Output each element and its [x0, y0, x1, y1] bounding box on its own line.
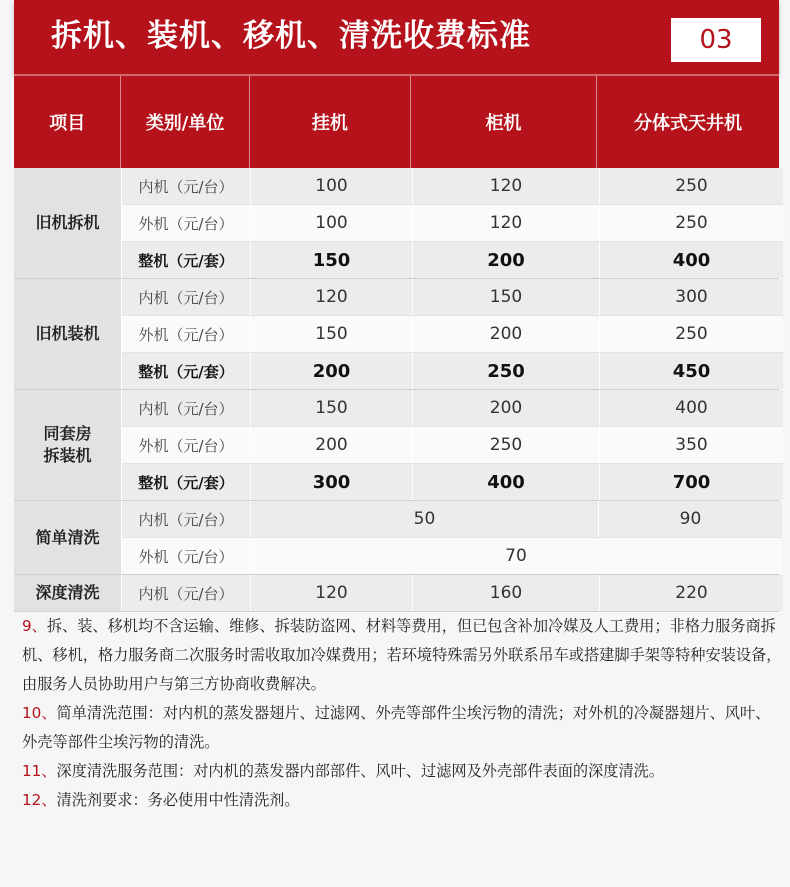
group-label-line: 拆装机	[43, 446, 92, 465]
price-cell: 120	[251, 279, 413, 315]
notes-section	[22, 612, 782, 815]
price-cell: 300	[675, 287, 708, 307]
price-cell-merged: 50	[251, 501, 599, 537]
note-number: 12、	[22, 791, 57, 809]
note-text: 清洗剂要求：务必使用中性清洗剂。	[56, 791, 300, 809]
table-row	[122, 427, 783, 464]
col-header-item: 项目	[14, 76, 121, 168]
unit-cell: 外机（元/台）	[122, 538, 251, 574]
price-cell: 150	[251, 242, 413, 278]
price-cell: 120	[251, 575, 413, 611]
note-item	[22, 612, 782, 699]
table-row	[122, 464, 783, 500]
group-label: 旧机拆机	[14, 168, 122, 278]
group-same-house-move	[14, 390, 779, 501]
table-row	[122, 279, 783, 316]
unit-cell: 外机（元/台）	[122, 316, 251, 352]
table-row	[122, 242, 783, 278]
note-number: 9、	[22, 617, 47, 635]
price-cell: 450	[672, 360, 711, 382]
price-cell: 100	[251, 168, 413, 204]
group-label: 旧机装机	[14, 279, 122, 389]
price-cell: 400	[672, 249, 711, 271]
price-cell: 100	[251, 205, 413, 241]
note-text: 拆、装、移机均不含运输、维修、拆装防盗网、材料等费用，但已包含补加冷媒及人工费用；非格力服务商拆机、移机，格力服务商二次服务时需收取加冷媒费用；若环境特殊需另外联系吊车或搭建脚手架等特种安装设备，由服务人员协助用户与第三方协商收费解决。	[22, 617, 782, 693]
price-cell: 400	[675, 398, 708, 418]
price-cell-merged: 70	[505, 546, 527, 566]
note-text: 深度清洗服务范围：对内机的蒸发器内部部件、风叶、过滤网及外壳部件表面的深度清洗。	[56, 762, 665, 780]
unit-cell: 内机（元/台）	[122, 575, 251, 611]
unit-cell: 整机（元/套）	[122, 353, 251, 389]
price-cell: 200	[413, 242, 600, 278]
note-item	[22, 699, 782, 757]
group-label-line: 同套房	[43, 424, 92, 443]
unit-cell: 整机（元/套）	[122, 464, 251, 500]
table-row	[122, 501, 782, 538]
table-row	[122, 316, 783, 353]
table-row	[122, 353, 783, 389]
price-cell: 160	[413, 575, 600, 611]
price-cell: 200	[413, 390, 600, 426]
unit-cell: 外机（元/台）	[122, 427, 251, 463]
price-cell: 250	[413, 427, 600, 463]
price-cell: 220	[675, 583, 708, 603]
price-cell: 400	[413, 464, 600, 500]
price-cell: 250	[675, 176, 708, 196]
table-row	[122, 538, 782, 574]
price-cell: 350	[675, 435, 708, 455]
price-cell: 700	[672, 471, 711, 493]
unit-cell: 内机（元/台）	[122, 279, 251, 315]
group-label: 深度清洗	[14, 575, 122, 611]
col-header-wall-unit: 挂机	[250, 76, 411, 168]
price-cell: 200	[251, 427, 413, 463]
table-row	[122, 205, 783, 242]
price-table	[14, 74, 779, 612]
group-simple-cleaning	[14, 501, 779, 575]
group-deep-cleaning	[14, 575, 779, 612]
group-label: 简单清洗	[14, 501, 122, 574]
title-banner	[14, 0, 779, 74]
price-cell: 300	[251, 464, 413, 500]
price-cell: 200	[413, 316, 600, 352]
page-number-badge: 03	[671, 18, 761, 62]
price-cell: 120	[413, 168, 600, 204]
price-cell: 120	[413, 205, 600, 241]
price-cell: 250	[675, 213, 708, 233]
price-cell: 150	[413, 279, 600, 315]
table-row	[122, 390, 783, 427]
note-item	[22, 786, 782, 815]
col-header-unit: 类别/单位	[121, 76, 249, 168]
table-row	[122, 575, 783, 611]
price-cell: 250	[413, 353, 600, 389]
price-cell: 200	[251, 353, 413, 389]
note-text: 简单清洗范围：对内机的蒸发器翅片、过滤网、外壳等部件尘埃污物的清洗；对外机的冷凝器翅片、风叶、外壳等部件尘埃污物的清洗。	[22, 704, 771, 751]
unit-cell: 内机（元/台）	[122, 501, 251, 537]
note-number: 10、	[22, 704, 57, 722]
unit-cell: 外机（元/台）	[122, 205, 251, 241]
note-number: 11、	[22, 762, 57, 780]
col-header-floor-unit: 柜机	[411, 76, 597, 168]
price-cell: 150	[251, 316, 413, 352]
group-label	[14, 390, 122, 500]
group-old-removal	[14, 168, 779, 279]
note-item	[22, 757, 782, 786]
unit-cell: 整机（元/套）	[122, 242, 251, 278]
price-cell: 250	[675, 324, 708, 344]
col-header-ceiling-unit: 分体式天井机	[633, 113, 742, 134]
price-cell: 90	[679, 509, 702, 529]
unit-cell: 内机（元/台）	[122, 168, 251, 204]
table-header	[14, 74, 779, 168]
unit-cell: 内机（元/台）	[122, 390, 251, 426]
page-title: 拆机、装机、移机、清洗收费标准	[51, 18, 531, 54]
price-cell: 150	[251, 390, 413, 426]
table-row	[122, 168, 783, 205]
group-old-install	[14, 279, 779, 390]
